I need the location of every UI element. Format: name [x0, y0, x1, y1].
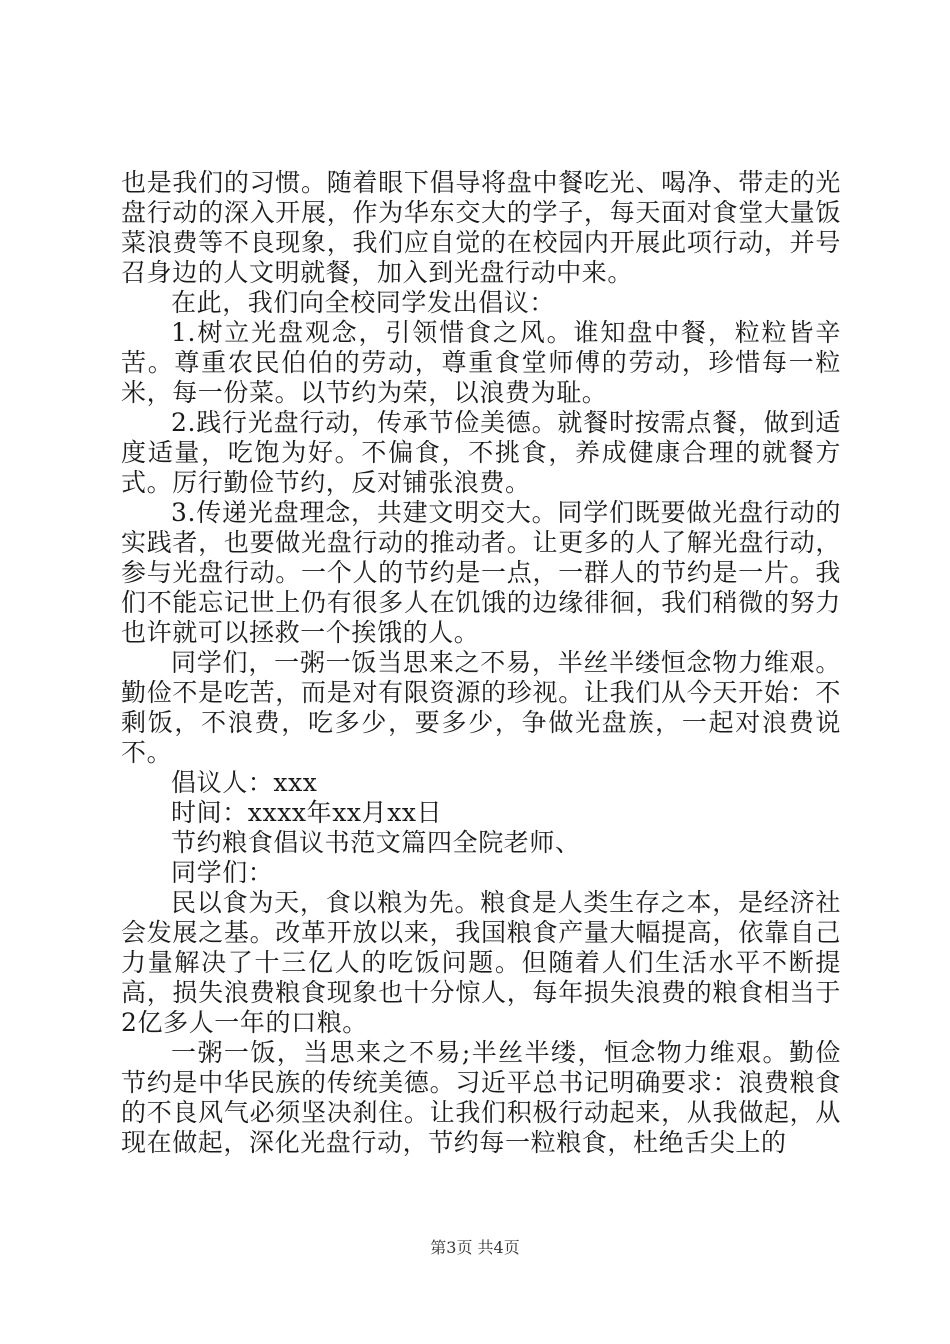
paragraph-continuation: 也是我们的习惯。随着眼下倡导将盘中餐吃光、喝净、带走的光盘行动的深入开展，作为华东交大的学子，每天面对食堂大量饭菜浪费等不良现象，我们应自觉的在校园内开展此项行动，并号召身边的人文明就餐，加入到光盘行动中来。: [121, 168, 841, 287]
paragraph-frugality: 一粥一饭，当思来之不易;半丝半缕，恒念物力维艰。勤俭节约是中华民族的传统美德。习近平总书记明确要求：浪费粮食的不良风气必须坚决刹住。让我们积极行动起来，从我做起，从现在做起，深化光盘行动，节约每一粒粮食，杜绝舌尖上的: [121, 1038, 841, 1157]
document-body: [121, 168, 841, 1158]
paragraph-item-2: 2.践行光盘行动，传承节俭美德。就餐时按需点餐，做到适度适量，吃饱为好。不偏食，不挑食，养成健康合理的就餐方式。厉行勤俭节约，反对铺张浪费。: [121, 408, 841, 497]
paragraph-intro: 在此，我们向全校同学发出倡议：: [171, 288, 556, 317]
salutation: 同学们：: [171, 858, 274, 887]
section-heading: 节约粮食倡议书范文篇四全院老师、: [171, 828, 581, 857]
paragraph-item-3: 3.传递光盘理念，共建文明交大。同学们既要做光盘行动的实践者，也要做光盘行动的推动者。让更多的人了解光盘行动，参与光盘行动。一个人的节约是一点，一群人的节约是一片。我们不能忘记世上仍有很多人在饥饿的边缘徘徊，我们稍微的努力也许就可以拯救一个挨饿的人。: [121, 498, 841, 647]
page-footer: 第3页 共4页: [430, 1238, 520, 1257]
paragraph-item-1: 1.树立光盘观念，引领惜食之风。谁知盘中餐，粒粒皆辛苦。尊重农民伯伯的劳动，尊重食堂师傅的劳动，珍惜每一粒米，每一份菜。以节约为荣，以浪费为耻。: [121, 318, 841, 407]
signature-line: 倡议人：xxx: [171, 768, 318, 797]
paragraph-closing: 同学们，一粥一饭当思来之不易，半丝半缕恒念物力维艰。勤俭不是吃苦，而是对有限资源的珍视。让我们从今天开始：不剩饭，不浪费，吃多少，要多少，争做光盘族，一起对浪费说不。: [121, 648, 841, 767]
date-line: 时间：xxxx年xx月xx日: [171, 798, 443, 827]
paragraph-food-importance: 民以食为天，食以粮为先。粮食是人类生存之本，是经济社会发展之基。改革开放以来，我国粮食产量大幅提高，依靠自己力量解决了十三亿人的吃饭问题。但随着人们生活水平不断提高，损失浪费粮食现象也十分惊人，每年损失浪费的粮食相当于2亿多人一年的口粮。: [121, 888, 841, 1037]
